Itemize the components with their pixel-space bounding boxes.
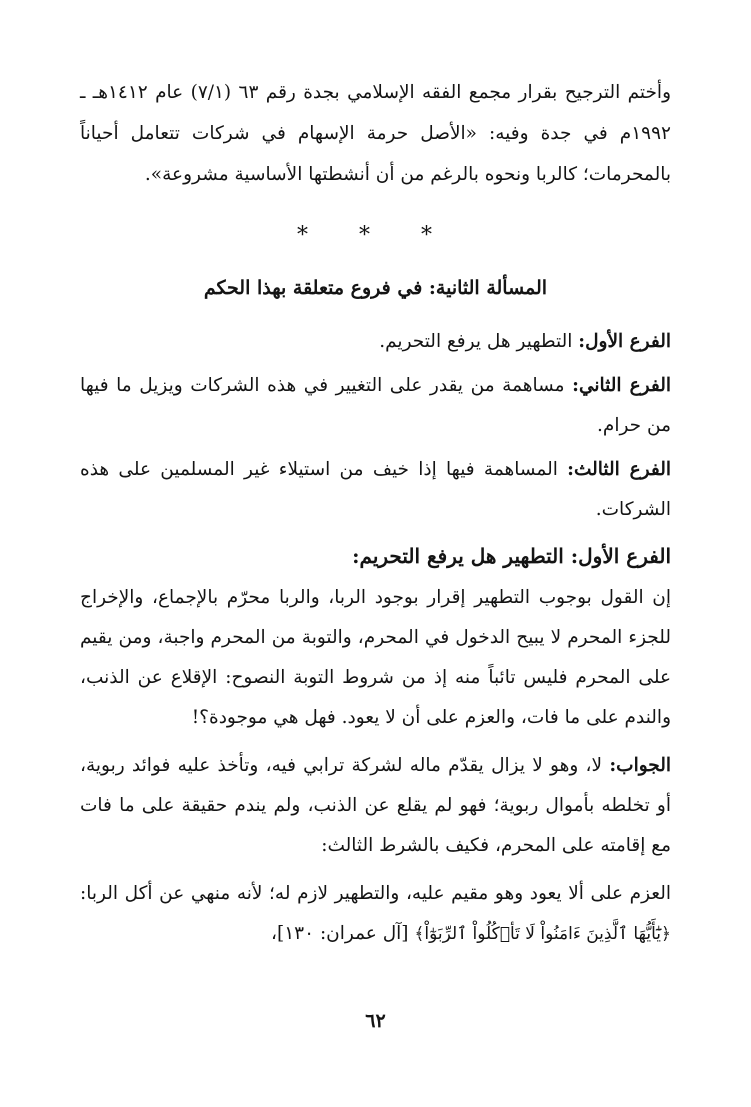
answer-text: لا، وهو لا يزال يقدّم ماله لشركة ترابي فيه، وتأخذ عليه فوائد ربوية، أو تخلطه بأموال ربوية؛ فهو لم يقلع عن الذنب، ولم يندم حقيقة على ما فات مع إقامته على المحرم، فكيف بالشرط الثالث: <box>80 755 671 856</box>
branch-3-text: المساهمة فيها إذا خيف من استيلاء غير المسلمين على هذه الشركات. <box>80 459 671 520</box>
quran-reference: [آل عمران: ١٣٠]، <box>271 923 415 944</box>
answer-label: الجواب: <box>609 755 671 776</box>
subsection-heading: الفرع الأول: التطهير هل يرفع التحريم: <box>352 544 671 568</box>
branch-1-text: التطهير هل يرفع التحريم. <box>379 331 579 352</box>
page-number: ٦٢ <box>365 1010 386 1032</box>
intro-paragraph: وأختم الترجيح بقرار مجمع الفقه الإسلامي بجدة رقم ٦٣ (٧/١) عام ١٤١٢هـ ـ ١٩٩٢م في جدة وفيه: «الأصل حرمة الإسهام في شركات تتعامل أحياناً بالمحرمات؛ كالربا ونحوه بالرغم من أن أنشطتها الأساسية مشروعة». <box>80 82 671 185</box>
branch-2 <box>80 366 671 446</box>
branch-2-text: مساهمة من يقدر على التغيير في هذه الشركات ويزيل ما فيها من حرام. <box>80 375 671 436</box>
section-title: المسألة الثانية: في فروع متعلقة بهذا الحكم <box>203 277 548 299</box>
paragraph-tawba: إن القول بوجوب التطهير إقرار بوجود الربا، والربا محرّم بالإجماع، والإخراج للجزء المحرم لا يبيح الدخول في المحرم، والتوبة من المحرم واجبة، ومن يقيم على المحرم فليس تائباً منه إذ من شروط التوبة النصوح: الإقلاع عن الذنب، والندم على ما فات، والعزم على أن لا يعود. فهل هي موجودة؟! <box>80 587 671 728</box>
branch-1 <box>80 322 671 362</box>
quran-verse: ﴿يَٰٓأَيُّهَا ٱلَّذِينَ ءَامَنُواْ لَا تَأۡكُلُواْ ٱلرِّبَوٰٓاْ﴾ <box>414 924 671 944</box>
paragraph-azm-text: العزم على ألا يعود وهو مقيم عليه، والتطهير لازم له؛ لأنه منهي عن أكل الربا: <box>80 883 671 904</box>
branch-3-label: الفرع الثالث: <box>567 459 671 480</box>
answer-paragraph <box>80 746 671 866</box>
branch-2-label: الفرع الثاني: <box>572 375 671 396</box>
branch-1-label: الفرع الأول: <box>578 331 671 352</box>
branch-3 <box>80 450 671 530</box>
paragraph-azm <box>80 874 671 954</box>
section-separator: * * * <box>297 223 454 248</box>
